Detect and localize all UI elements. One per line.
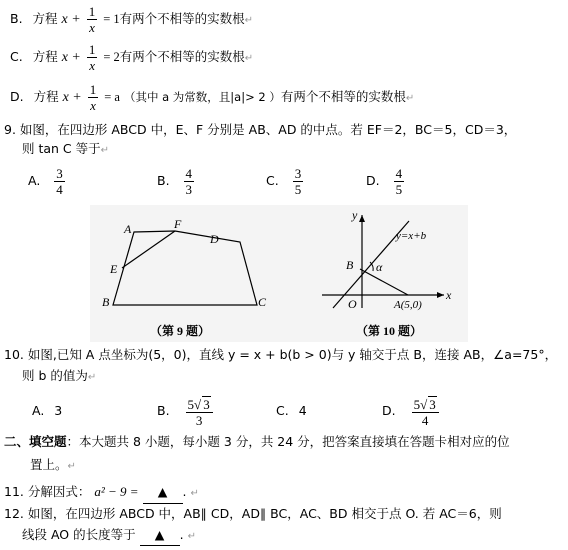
label-b: B (102, 295, 110, 309)
frac-den: 3 (185, 182, 193, 197)
option-condition: （其中 a 为常数，且|a|> 2 ） (123, 90, 281, 104)
option-label: B. (157, 173, 170, 188)
figures-svg (90, 205, 468, 342)
paragraph-mark: ↵ (100, 145, 110, 156)
option-label: D. (382, 403, 396, 418)
x-axis-arrow (437, 292, 444, 298)
q10-option-a (32, 392, 62, 430)
coef: 5 (413, 396, 421, 412)
label-c: C (258, 295, 267, 309)
option-d-prev (10, 80, 414, 114)
option-label: C. (10, 49, 23, 64)
q12-text: 线段 AO 的长度等于 (22, 527, 136, 542)
label-b: B (346, 258, 354, 272)
fraction (184, 166, 195, 197)
figure-9 (102, 217, 267, 338)
option-prefix: 方程 (33, 89, 59, 104)
label-a: A (124, 222, 132, 236)
radicand: 3 (203, 396, 210, 412)
frac-num: 1 (89, 82, 97, 97)
label-o: O (348, 297, 357, 311)
expr-rhs: = 2 (103, 50, 120, 64)
paragraph-mark: ↵ (187, 531, 196, 542)
q9-option-d (366, 162, 406, 200)
expr-rhs: = a (104, 90, 120, 104)
q12-line2 (22, 525, 196, 547)
option-value: 4 (298, 403, 307, 418)
q11 (4, 481, 199, 505)
q11-prefix: 11. 分解因式： (4, 484, 91, 499)
y-axis-arrow (359, 215, 365, 222)
quadrilateral-abcd (113, 231, 257, 305)
option-label: A. (28, 173, 41, 188)
frac-den: 3 (195, 412, 203, 428)
q9-stem-line2 (22, 139, 109, 161)
label-alpha: α (376, 260, 383, 274)
q10-option-d (382, 392, 441, 430)
section2-line1 (4, 432, 510, 452)
option-prefix: 方程 (32, 11, 58, 26)
option-label: B. (157, 403, 170, 418)
fraction (87, 42, 98, 73)
q11-expr: a² − 9 = (94, 484, 139, 499)
option-label: C. (276, 403, 289, 418)
radicand: 3 (429, 396, 436, 412)
label-x: x (446, 288, 452, 302)
segment-ef (122, 231, 175, 268)
q9-option-a (28, 162, 67, 200)
option-prefix: 方程 (32, 49, 58, 64)
paragraph-mark: ↵ (190, 488, 199, 499)
expr-var: x + (61, 50, 81, 65)
option-c-prev (10, 40, 253, 74)
fraction (293, 166, 304, 197)
fraction (394, 166, 405, 197)
expr-var: x + (62, 90, 82, 105)
option-label: C. (266, 173, 279, 188)
fig10-caption: （第 10 题） (356, 324, 423, 338)
q12-line1: 12. 如图，在四边形 ABCD 中，AB∥ CD，AD∥ BC，AC、BD 相交于点 O. 若 AC＝6，则 (4, 506, 502, 521)
option-text: 有两个不相等的实数根 (280, 89, 406, 104)
option-label: D. (366, 173, 380, 188)
q10-option-c (276, 392, 307, 430)
option-text: 有两个不相等的实数根 (119, 11, 245, 26)
frac-den: 4 (56, 182, 63, 197)
q9-stem-line1: 9. 如图，在四边形 ABCD 中，E、F 分别是 AB、AD 的中点。若 EF＝2，BC＝5，CD＝3， (4, 122, 517, 137)
answer-blank[interactable]: ▲ (140, 525, 180, 546)
q10-stem-line1: 10. 如图,已知 A 点坐标为(5，0)，直线 y = x + b(b > 0)与 y 轴交于点 B，连接 AB，∠a=75°， (4, 347, 558, 362)
q9-option-c (266, 162, 305, 200)
frac-num: 3 (294, 166, 302, 181)
label-e: E (110, 262, 118, 276)
q10-option-b (157, 392, 215, 430)
option-value: 3 (54, 403, 63, 418)
paragraph-mark: ↵ (87, 372, 97, 383)
label-d: D (210, 232, 219, 246)
frac-den: x (89, 20, 95, 35)
label-f: F (174, 217, 182, 231)
paragraph-mark: ↵ (67, 461, 76, 472)
section-text: 置上。 (30, 457, 68, 472)
fraction (54, 166, 65, 197)
answer-blank[interactable]: ▲ (143, 481, 183, 504)
section2-line2 (30, 455, 76, 477)
fig9-caption: （第 9 题） (150, 324, 211, 338)
frac-den: x (90, 98, 96, 113)
q10-stem-line2 (22, 366, 96, 388)
expr-rhs: = 1 (103, 12, 120, 26)
q12-suffix: . (179, 527, 184, 542)
fraction (88, 82, 99, 113)
option-label: A. (32, 403, 45, 418)
frac-num: 4 (185, 166, 193, 181)
segment-ab (360, 269, 408, 295)
frac-den: x (89, 58, 95, 73)
option-label: D. (10, 89, 24, 104)
coef: 5 (187, 396, 195, 412)
frac-den: 5 (294, 182, 302, 197)
paragraph-mark: ↵ (244, 53, 254, 64)
q10-stem-text: 则 b 的值为 (22, 368, 88, 383)
frac-num: 1 (88, 4, 96, 19)
figure-10 (322, 208, 452, 338)
label-a-coord: A(5,0) (394, 299, 422, 311)
fraction: $\frac{5√ 3}{3}$ (186, 396, 213, 428)
label-y: y (352, 208, 358, 222)
q9-option-b (157, 162, 196, 200)
fraction: $\frac{5√ 3}{4}$ (412, 396, 439, 428)
expr-var: x + (61, 12, 81, 27)
q11-suffix: . (182, 484, 187, 499)
option-b-prev (10, 2, 253, 36)
section-text: ：本大题共 8 小题，每小题 3 分，共 24 分，把答案直接填在答题卡相对应的位 (66, 434, 510, 449)
option-text: 有两个不相等的实数根 (119, 49, 245, 64)
section-heading: 二、填空题 (4, 434, 67, 449)
frac-den: 5 (395, 182, 403, 197)
label-line-eq: y=x+b (396, 230, 427, 242)
q9-stem-text: 则 tan C 等于 (22, 141, 101, 156)
fraction (87, 4, 98, 35)
frac-num: 3 (56, 166, 63, 181)
paragraph-mark: ↵ (244, 15, 254, 26)
frac-den: 4 (421, 412, 429, 428)
option-label: B. (10, 11, 23, 26)
frac-num: 1 (88, 42, 96, 57)
frac-num: 4 (395, 166, 403, 181)
paragraph-mark: ↵ (405, 93, 415, 104)
figures-panel (90, 205, 468, 342)
